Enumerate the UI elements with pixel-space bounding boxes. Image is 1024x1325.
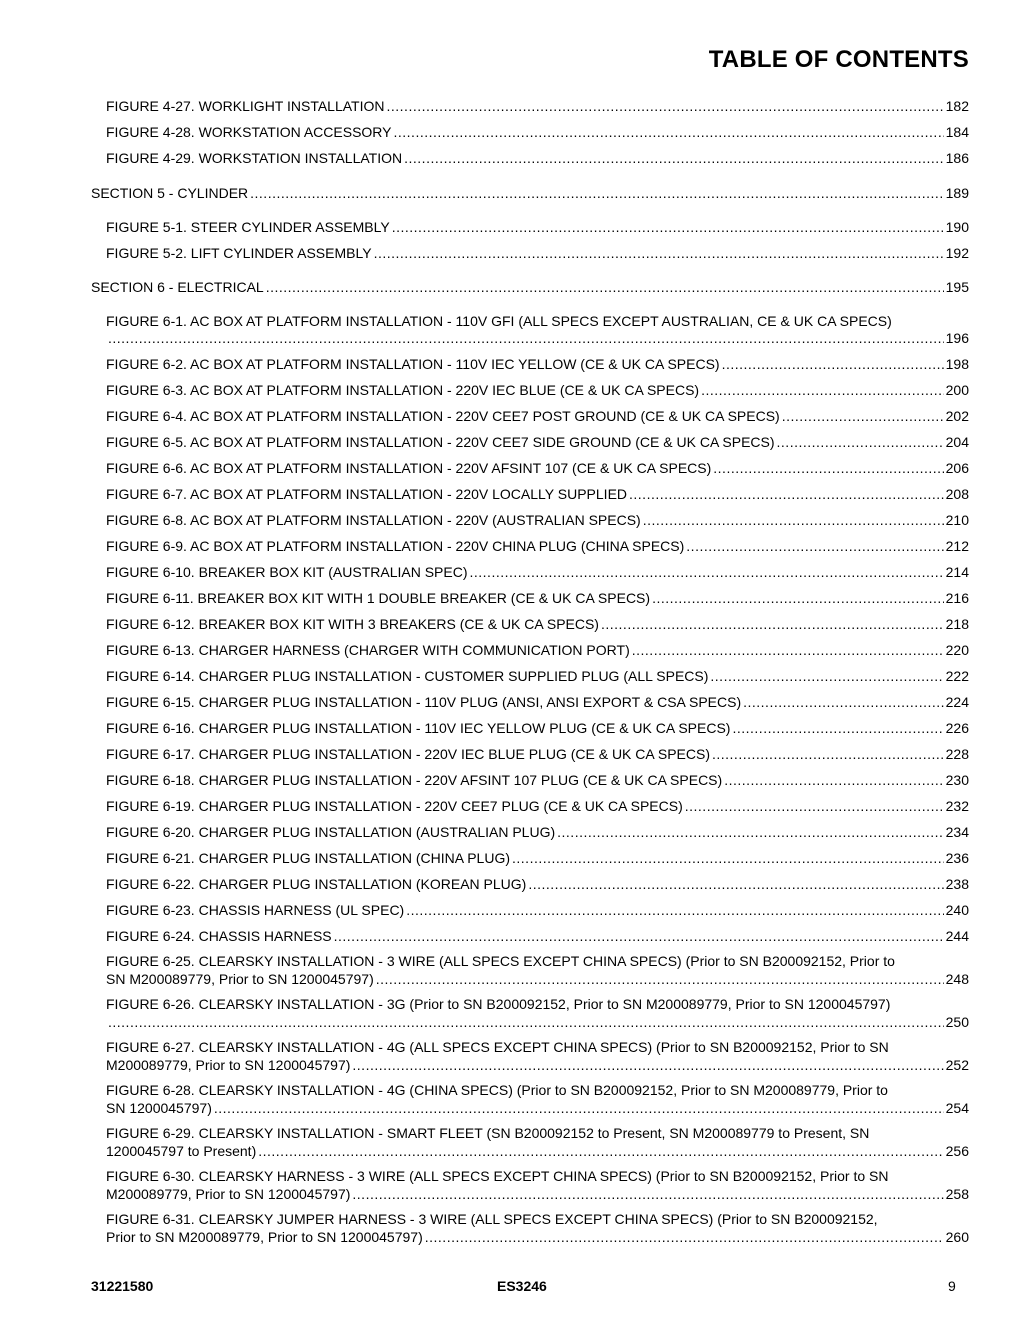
toc-entry-title: FIGURE 6-9. AC BOX AT PLATFORM INSTALLATION - 220V CHINA PLUG (CHINA SPECS) [106,537,685,554]
toc-figure-entry[interactable] [106,772,969,790]
dot-leader [352,1057,943,1075]
toc-entry-title: 1200045797 to Present) [106,1142,257,1159]
dot-leader [528,876,943,894]
toc-entry-row [106,1229,969,1247]
toc-figure-entry[interactable] [106,616,969,634]
dot-leader [266,279,944,297]
toc-entry-title-line: FIGURE 6-30. CLEARSKY HARNESS - 3 WIRE (ALL SPECS EXCEPT CHINA SPECS) (Prior to SN B200092152, Prior to SN [106,1168,889,1184]
toc-figure-entry[interactable] [106,850,969,868]
toc-entry-row [106,824,969,842]
dot-leader [250,185,944,203]
toc-entry-page: 260 [945,1228,969,1245]
toc-figure-entry[interactable] [106,953,969,988]
toc-entry-page: 228 [945,745,969,762]
toc-figure-entry[interactable] [106,434,969,452]
toc-entry-row [106,382,969,400]
toc-entry-title: FIGURE 6-4. AC BOX AT PLATFORM INSTALLATION - 220V CEE7 POST GROUND (CE & UK CA SPECS) [106,407,780,424]
toc-entry-page: 254 [945,1099,969,1116]
toc-entry-title: SN M200089779, Prior to SN 1200045797) [106,970,374,987]
footer-model: ES3246 [497,1278,547,1294]
toc-entry-page: 206 [945,459,969,476]
toc-figure-entry[interactable] [106,1211,969,1246]
toc-entry-row [106,150,969,168]
dot-leader [686,538,943,556]
toc-entry-row [106,538,969,556]
toc-entry-page: 202 [945,407,969,424]
toc-figure-entry[interactable] [106,356,969,374]
footer-doc-number: 31221580 [91,1278,154,1294]
toc-figure-entry[interactable] [106,902,969,920]
toc-figure-entry[interactable] [106,408,969,426]
dot-leader [713,460,943,478]
toc-entry-page: 244 [945,927,969,944]
toc-entry-title-line: FIGURE 6-31. CLEARSKY JUMPER HARNESS - 3 WIRE (ALL SPECS EXCEPT CHINA SPECS) (Prior to SN B200092152, [106,1211,878,1227]
toc-entry-row [106,245,969,263]
toc-figure-entry[interactable] [106,1125,969,1160]
toc-entry-title: SECTION 5 - CYLINDER [91,184,249,201]
toc-entry-title: FIGURE 6-23. CHASSIS HARNESS (UL SPEC) [106,901,405,918]
toc-entry-page: 208 [945,485,969,502]
toc-entry-row [106,512,969,530]
toc-entry-title: FIGURE 4-27. WORKLIGHT INSTALLATION [106,98,385,114]
toc-entry-page: 252 [945,1056,969,1073]
toc-entry-page: 258 [945,1185,969,1202]
toc-entry-title: FIGURE 6-15. CHARGER PLUG INSTALLATION - 110V PLUG (ANSI, ANSI EXPORT & CSA SPECS) [106,693,742,710]
dot-leader [352,1186,943,1204]
toc-entry-title: FIGURE 6-24. CHASSIS HARNESS [106,927,332,944]
toc-entry-title-line: FIGURE 6-27. CLEARSKY INSTALLATION - 4G (ALL SPECS EXCEPT CHINA SPECS) (Prior to SN B200092152, Prior to SN [106,1039,889,1055]
dot-leader [643,512,944,530]
dot-leader [394,124,944,142]
toc-figure-entry[interactable] [106,313,969,348]
toc-figure-entry[interactable] [106,720,969,738]
toc-entry-page: 195 [945,279,969,295]
toc-figure-entry[interactable] [106,460,969,478]
toc-entry-title: FIGURE 4-28. WORKSTATION ACCESSORY [106,124,392,140]
toc-entry-title: FIGURE 6-10. BREAKER BOX KIT (AUSTRALIAN SPEC) [106,563,468,580]
toc-entry-page: 216 [945,589,969,606]
toc-figure-entry[interactable] [106,245,969,263]
toc-entry-page: 212 [945,537,969,554]
toc-entry-title: FIGURE 6-21. CHARGER PLUG INSTALLATION (CHINA PLUG) [106,849,511,866]
toc-entry-row [106,668,969,686]
toc-entry-title-line: FIGURE 6-25. CLEARSKY INSTALLATION - 3 WIRE (ALL SPECS EXCEPT CHINA SPECS) (Prior to SN B200092152, Prior to [106,953,895,969]
dot-leader [557,824,944,842]
toc-entry-row [106,1057,969,1075]
toc-entry-row [106,876,969,894]
toc-figure-entry[interactable] [106,928,969,946]
toc-entry-page: 236 [945,849,969,866]
toc-entry-page: 240 [945,901,969,918]
toc-entry-title-line: FIGURE 6-26. CLEARSKY INSTALLATION - 3G (Prior to SN B200092152, Prior to SN M200089779, Prior to SN 1200045797) [106,996,891,1012]
toc-figure-entry[interactable] [106,1039,969,1074]
toc-entry-row [106,616,969,634]
toc-entry-page: 189 [945,184,969,201]
toc-section-entry[interactable] [91,279,969,297]
toc-entry-page: 222 [945,667,969,684]
toc-entry-page: 250 [945,1013,969,1030]
dot-leader [724,772,943,790]
toc-entry-page: 224 [945,693,969,710]
toc-entry-title: FIGURE 6-11. BREAKER BOX KIT WITH 1 DOUBLE BREAKER (CE & UK CA SPECS) [106,589,651,606]
dot-leader [470,564,944,582]
toc-entry-title: FIGURE 6-14. CHARGER PLUG INSTALLATION - CUSTOMER SUPPLIED PLUG (ALL SPECS) [106,667,709,684]
toc-figure-entry[interactable] [106,98,969,116]
toc-entry-title-line: FIGURE 6-1. AC BOX AT PLATFORM INSTALLATION - 110V GFI (ALL SPECS EXCEPT AUSTRALIAN, CE & UK CA SPECS) [106,312,892,329]
dot-leader [425,1229,944,1247]
page-title: TABLE OF CONTENTS [708,46,969,73]
toc-entry-page: 214 [945,563,969,580]
toc-entry-page: 232 [945,797,969,814]
toc-entry-page: 196 [945,330,969,346]
dot-leader [632,642,944,660]
toc-figure-entry[interactable] [106,564,969,582]
toc-entry-title: FIGURE 6-13. CHARGER HARNESS (CHARGER WITH COMMUNICATION PORT) [106,641,630,658]
toc-entry-row [106,1100,969,1118]
dot-leader [652,590,944,608]
dot-leader [732,720,943,738]
dot-leader [722,356,944,374]
toc-figure-entry[interactable] [106,219,969,237]
toc-entry-page: 198 [945,355,969,372]
toc-entry-title: M200089779, Prior to SN 1200045797) [106,1185,351,1202]
dot-leader [374,245,944,263]
toc-figure-entry[interactable] [106,486,969,504]
toc-entry-title: FIGURE 5-1. STEER CYLINDER ASSEMBLY [106,218,390,235]
toc-figure-entry[interactable] [106,590,969,608]
toc-entry-page: 210 [945,511,969,528]
toc-figure-entry[interactable] [106,996,969,1031]
toc-entry-row [106,219,969,237]
toc-entry-title: FIGURE 6-16. CHARGER PLUG INSTALLATION - 110V IEC YELLOW PLUG (CE & UK CA SPECS) [106,719,731,736]
toc-figure-entry[interactable] [106,124,969,142]
toc-entry-row [106,564,969,582]
dot-leader [512,850,944,868]
dot-leader [712,746,944,764]
toc-entry-row [106,772,969,790]
footer-page-number: 9 [948,1278,956,1294]
dot-leader [710,668,943,686]
toc-entry-row [106,356,969,374]
toc-entry-page: 200 [945,381,969,398]
toc-entry-title: FIGURE 6-18. CHARGER PLUG INSTALLATION - 220V AFSINT 107 PLUG (CE & UK CA SPECS) [106,771,723,788]
dot-leader [258,1143,943,1161]
toc-entry-page: 230 [945,771,969,788]
dot-leader [214,1100,944,1118]
toc-entry-row [106,1143,969,1161]
toc-entry-row [106,850,969,868]
toc-figure-entry[interactable] [106,668,969,686]
toc-figure-entry[interactable] [106,512,969,530]
toc-entry-row [106,1014,969,1032]
toc-entry-row [106,971,969,989]
toc-entry-row [106,642,969,660]
toc-figure-entry[interactable] [106,824,969,842]
dot-leader [701,382,944,400]
dot-leader [629,486,944,504]
toc-entry-title: FIGURE 6-7. AC BOX AT PLATFORM INSTALLATION - 220V LOCALLY SUPPLIED [106,485,628,502]
toc-entry-row [106,486,969,504]
toc-entry-title: FIGURE 6-22. CHARGER PLUG INSTALLATION (KOREAN PLUG) [106,875,527,892]
toc-figure-entry[interactable] [106,382,969,400]
toc-entry-page: 186 [945,150,969,166]
toc-entry-page: 256 [945,1142,969,1159]
toc-entry-title: M200089779, Prior to SN 1200045797) [106,1056,351,1073]
toc-entry-title: SECTION 6 - ELECTRICAL [91,279,264,295]
toc-entry-row [106,408,969,426]
dot-leader [392,219,944,237]
toc-entry-title: FIGURE 6-19. CHARGER PLUG INSTALLATION - 220V CEE7 PLUG (CE & UK CA SPECS) [106,797,683,814]
toc-entry-page: 220 [945,641,969,658]
toc-entry-title: FIGURE 4-29. WORKSTATION INSTALLATION [106,150,403,166]
dot-leader [743,694,944,712]
toc-entry-title: FIGURE 6-20. CHARGER PLUG INSTALLATION (AUSTRALIAN PLUG) [106,823,556,840]
toc-entry-row [106,902,969,920]
toc-figure-entry[interactable] [106,746,969,764]
toc-entry-title: FIGURE 5-2. LIFT CYLINDER ASSEMBLY [106,244,372,261]
dot-leader [782,408,944,426]
dot-leader [334,928,944,946]
toc-entry-page: 218 [945,615,969,632]
toc-entry-page: 190 [945,218,969,235]
toc-entry-row [91,279,969,297]
toc-entry-page: 234 [945,823,969,840]
toc-entry-row [106,434,969,452]
dot-leader [387,98,944,116]
toc-entry-title: SN 1200045797) [106,1099,212,1116]
toc-entry-title: FIGURE 6-8. AC BOX AT PLATFORM INSTALLATION - 220V (AUSTRALIAN SPECS) [106,511,641,528]
toc-entry-row [106,590,969,608]
toc-entry-title: FIGURE 6-6. AC BOX AT PLATFORM INSTALLATION - 220V AFSINT 107 (CE & UK CA SPECS) [106,459,712,476]
toc-figure-entry[interactable] [106,538,969,556]
dot-leader [404,150,944,168]
toc-entry-page: 238 [945,875,969,892]
toc-entry-row [106,694,969,712]
toc-figure-entry[interactable] [106,1082,969,1117]
dot-leader [685,798,944,816]
toc-figure-entry[interactable] [106,642,969,660]
toc-entry-title-line: FIGURE 6-28. CLEARSKY INSTALLATION - 4G (CHINA SPECS) (Prior to SN B200092152, Prior to SN M200089779, Prior to [106,1082,888,1098]
dot-leader [777,434,944,452]
toc-entry-page: 192 [945,244,969,261]
toc-entry-title: FIGURE 6-5. AC BOX AT PLATFORM INSTALLATION - 220V CEE7 SIDE GROUND (CE & UK CA SPECS) [106,433,775,450]
toc-figure-entry[interactable] [106,694,969,712]
toc-figure-entry[interactable] [106,876,969,894]
toc-entry-row [106,98,969,116]
toc-figure-entry[interactable] [106,150,969,168]
toc-entry-page: 226 [945,719,969,736]
dot-leader [108,330,944,348]
toc-section-entry[interactable] [91,185,969,203]
toc-entry-title: FIGURE 6-2. AC BOX AT PLATFORM INSTALLATION - 110V IEC YELLOW (CE & UK CA SPECS) [106,355,720,372]
toc-entry-row [106,1186,969,1204]
toc-entry-title: Prior to SN M200089779, Prior to SN 1200045797) [106,1228,423,1245]
toc-entry-row [106,330,969,348]
toc-entry-row [106,720,969,738]
toc-entry-page: 204 [945,433,969,450]
toc-entry-title: FIGURE 6-17. CHARGER PLUG INSTALLATION - 220V IEC BLUE PLUG (CE & UK CA SPECS) [106,745,710,762]
toc-entry-page: 248 [945,970,969,987]
dot-leader [601,616,944,634]
dot-leader [376,971,944,989]
toc-entry-page: 182 [945,98,969,114]
toc-entry-row [106,460,969,478]
dot-leader [406,902,943,920]
toc-entry-title: FIGURE 6-3. AC BOX AT PLATFORM INSTALLATION - 220V IEC BLUE (CE & UK CA SPECS) [106,381,700,398]
table-of-contents [0,90,1024,1246]
toc-figure-entry[interactable] [106,1168,969,1203]
toc-entry-row [106,746,969,764]
toc-entry-title-line: FIGURE 6-29. CLEARSKY INSTALLATION - SMART FLEET (SN B200092152 to Present, SN M200089779 to Present, SN [106,1125,870,1141]
toc-figure-entry[interactable] [106,798,969,816]
toc-entry-title: FIGURE 6-12. BREAKER BOX KIT WITH 3 BREAKERS (CE & UK CA SPECS) [106,615,599,632]
toc-entry-page: 184 [945,124,969,140]
toc-entry-row [106,928,969,946]
toc-entry-row [106,798,969,816]
toc-entry-row [91,185,969,203]
toc-entry-row [106,124,969,142]
dot-leader [108,1014,944,1032]
